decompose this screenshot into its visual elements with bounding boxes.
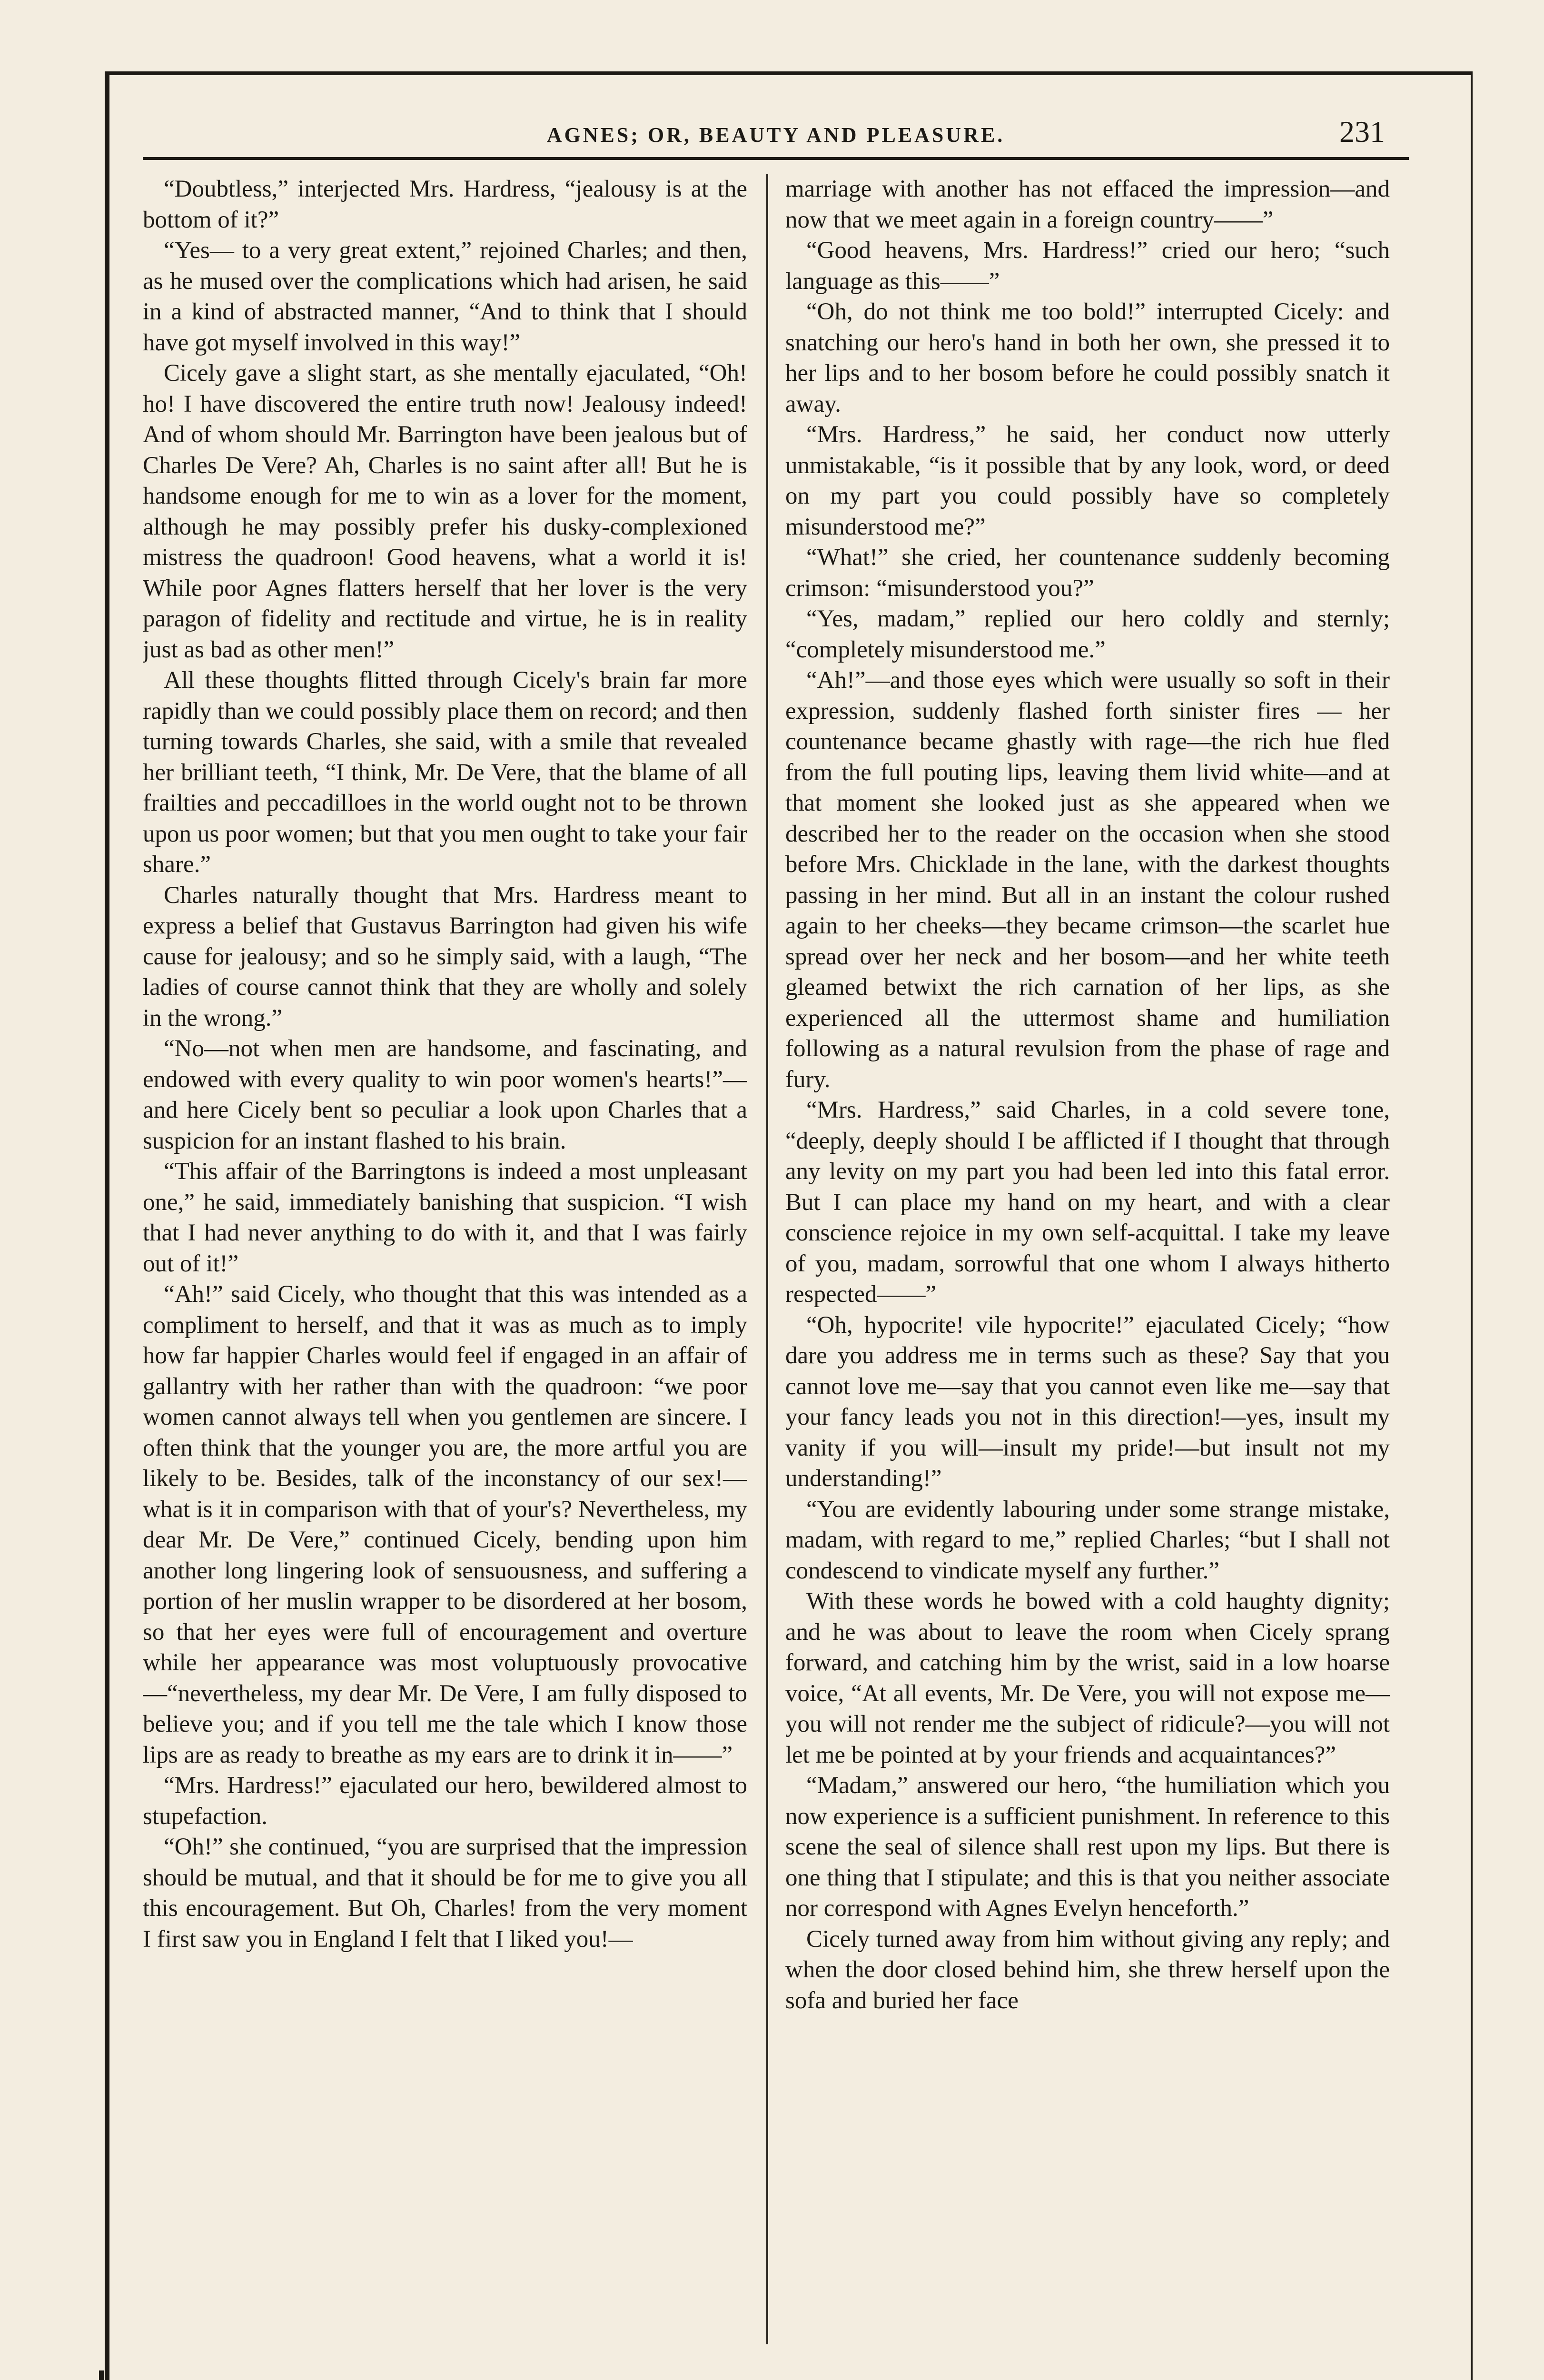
paragraph: Cicely turned away from him without giving any reply; and when the door closed behind him, she threw herself upon the sofa and buried her face [785, 1925, 1390, 2014]
paragraph: “Oh, do not think me too bold!” interrupted Cicely: and snatching our hero's hand in both her own, she pressed it to her lips and to her bosom before he could possibly snatch it away. [785, 298, 1390, 417]
paragraph: “This affair of the Barringtons is indeed a most unpleasant one,” he said, immediately banishing that suspicion. “I wish that I had never anything to do with it, and that I was fairly out of it!” [143, 1158, 747, 1277]
running-title: AGNES; OR, BEAUTY AND PLEASURE. [546, 123, 1005, 147]
paragraph: “Mrs. Hardress!” ejaculated our hero, bewildered almost to stupefaction. [143, 1772, 747, 1830]
left-column [143, 174, 747, 2344]
paragraph: “Madam,” answered our hero, “the humiliation which you now experience is a sufficient punishment. In reference to this scene the seal of silence shall rest upon my lips. But there is one thing that I stipulate; and this is that you neither associate nor correspond with Agnes Evelyn henceforth.” [785, 1772, 1390, 1922]
paragraph: “Good heavens, Mrs. Hardress!” cried our hero; “such language as this——” [785, 237, 1390, 295]
paragraph: “Doubtless,” interjected Mrs. Hardress, “jealousy is at the bottom of it?” [143, 176, 747, 233]
page-number: 231 [1339, 115, 1385, 149]
paragraph: “Ah!” said Cicely, who thought that this was intended as a compliment to herself, and that it was as much as to imply how far happier Charles would feel if engaged in an affair of gallantry with her rather than with the quadroon: “we poor women cannot always tell when you gentlemen are sincere. I often think that the younger you are, the more artful you are likely to be. Besides, talk of the inconstancy of our sex!—what is it in comparison with that of your's? Nevertheless, my dear Mr. De Vere,” continued Cicely, bending upon him another long lingering look of sensuousness, and suffering a portion of her muslin wrapper to be disordered at her bosom, so that her eyes were full of encouragement and overture while her appearance was most voluptuously provocative—“nevertheless, my dear Mr. De Vere, I am fully disposed to believe you; and if you tell me the tale which I know those lips are as ready to breathe as my ears are to drink it in——” [143, 1281, 747, 1768]
running-head [143, 114, 1409, 157]
paragraph: “Mrs. Hardress,” said Charles, in a cold severe tone, “deeply, deeply should I be afflicted if I thought that through any levity on my part you had been led into this fatal error. But I can place my hand on my heart, and with a clear conscience rejoice in my own self-acquittal. I take my leave of you, madam, sorrowful that one whom I always hitherto respected——” [785, 1097, 1390, 1308]
paragraph: “Oh, hypocrite! vile hypocrite!” ejaculated Cicely; “how dare you address me in terms such as these? Say that you cannot love me—say that you cannot even like me—say that your fancy leads you not in this direction!—yes, insult my vanity if you will—insult my pride!—but insult not my understanding!” [785, 1311, 1390, 1492]
paragraph: “Yes, madam,” replied our hero coldly and sternly; “completely misunderstood me.” [785, 605, 1390, 663]
paragraph: “Ah!”—and those eyes which were usually so soft in their expression, suddenly flashed forth sinister fires — her countenance became ghastly with rage—the rich hue fled from the full pouting lips, leaving them livid white—and at that moment she looked just as she appeared when we described her to the reader on the occasion when she stood before Mrs. Chicklade in the lane, with the darkest thoughts passing in her mind. But all in an instant the colour rushed again to her cheeks—they became crimson—the scarlet hue spread over her neck and her bosom—and her white teeth gleamed betwixt the rich carnation of her lips, as she experienced all the uttermost shame and humiliation following as a natural revulsion from the phase of rage and fury. [785, 667, 1390, 1093]
margin-mark [99, 2370, 104, 2380]
paragraph: “Mrs. Hardress,” he said, her conduct now utterly unmistakable, “is it possible that by any look, word, or deed on my part you could possibly have so completely misunderstood me?” [785, 421, 1390, 540]
right-column [785, 174, 1390, 2344]
column-divider [766, 174, 768, 2344]
paragraph: “You are evidently labouring under some strange mistake, madam, with regard to me,” replied Charles; “but I shall not condescend to vindicate myself any further.” [785, 1496, 1390, 1584]
paragraph: “Yes— to a very great extent,” rejoined Charles; and then, as he mused over the complications which had arisen, he said in a kind of abstracted manner, “And to think that I should have got myself involved in this way!” [143, 237, 747, 356]
paragraph: Charles naturally thought that Mrs. Hardress meant to express a belief that Gustavus Barrington had given his wife cause for jealousy; and so he simply said, with a laugh, “The ladies of course cannot think that they are wholly and solely in the wrong.” [143, 882, 747, 1031]
header-rule [143, 157, 1409, 160]
paragraph: marriage with another has not effaced the impression—and now that we meet again in a foreign country——” [785, 176, 1390, 233]
paragraph: “Oh!” she continued, “you are surprised that the impression should be mutual, and that it should be for me to give you all this encouragement. But Oh, Charles! from the very moment I first saw you in England I felt that I liked you!— [143, 1834, 747, 1953]
paragraph: With these words he bowed with a cold haughty dignity; and he was about to leave the room when Cicely sprang forward, and catching him by the wrist, said in a low hoarse voice, “At all events, Mr. De Vere, you will not expose me—you will not render me the subject of ridicule?—you will not let me be pointed at by your friends and acquaintances?” [785, 1588, 1390, 1768]
paragraph: “No—not when men are handsome, and fascinating, and endowed with every quality to win poor women's hearts!”—and here Cicely bent so peculiar a look upon Charles that a suspicion for an instant flashed to his brain. [143, 1035, 747, 1154]
paragraph: All these thoughts flitted through Cicely's brain far more rapidly than we could possibly place them on record; and then turning towards Charles, she said, with a smile that revealed her brilliant teeth, “I think, Mr. De Vere, that the blame of all frailties and peccadilloes in the world ought not to be thrown upon us poor women; but that you men ought to take your fair share.” [143, 667, 747, 878]
paragraph: “What!” she cried, her countenance suddenly becoming crimson: “misunderstood you?” [785, 544, 1390, 602]
paragraph: Cicely gave a slight start, as she mentally ejaculated, “Oh! ho! I have discovered the entire truth now! Jealousy indeed! And of whom should Mr. Barrington have been jealous but of Charles De Vere? Ah, Charles is no saint after all! But he is handsome enough for me to win as a lover for the moment, although he may possibly prefer his dusky-complexioned mistress the quadroon! Good heavens, what a world it is! While poor Agnes flatters herself that her lover is the very paragon of fidelity and rectitude and virtue, he is in reality just as bad as other men!” [143, 360, 747, 663]
